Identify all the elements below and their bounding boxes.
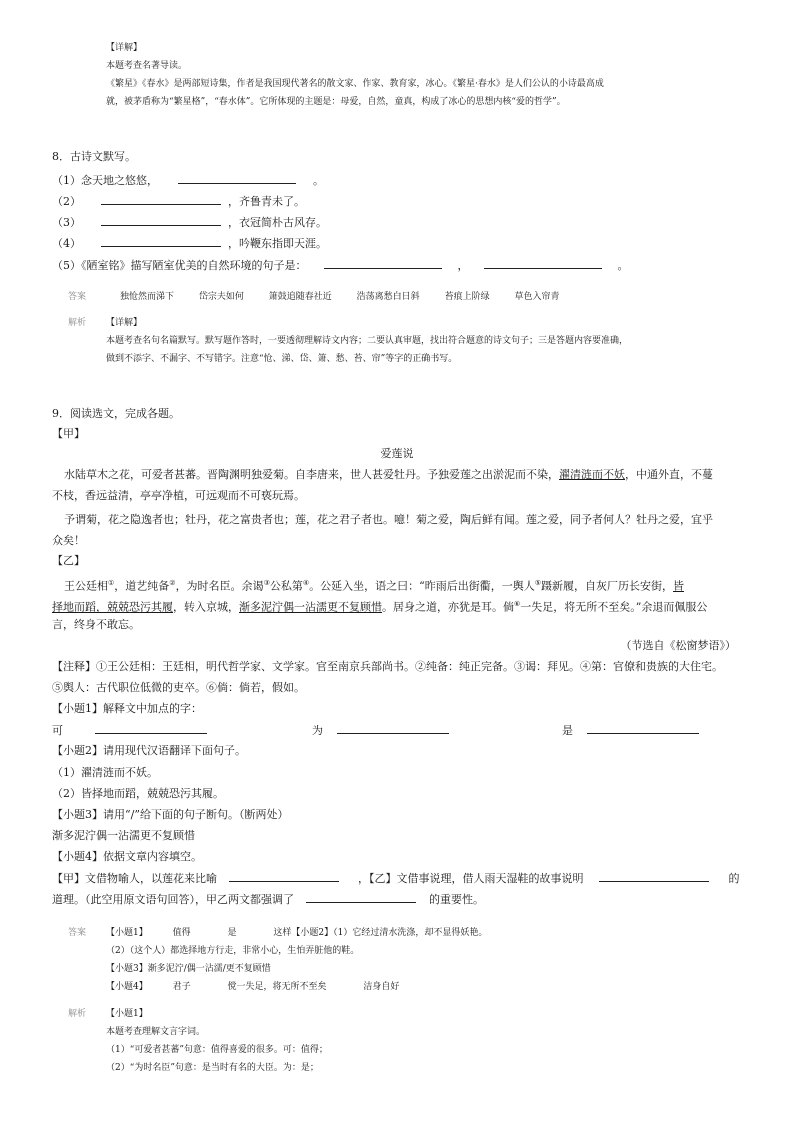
- q8-answer-6: 草色入帘青: [514, 292, 560, 302]
- sub-q4-blank-1[interactable]: [229, 869, 339, 882]
- q8-item-1: （1）念天地之悠悠， 。: [52, 171, 324, 190]
- q8-title: 8．古诗文默写。: [52, 150, 136, 163]
- essay-para-1-line-2: 不枝，香远益清，亭亭净植，可远观而不可亵玩焉。: [52, 489, 305, 502]
- q9-jia-tag: 【甲】: [52, 427, 85, 440]
- q8-item-4: （4） ，吟鞭东指即天涯。: [52, 234, 327, 253]
- sub-q4-line-1: 【甲】文借物喻人，以莲花来比喻 ，【乙】文借事说理，借人雨天湿鞋的故事说明 的: [52, 869, 740, 888]
- essay-para-2-line-2: 众矣！: [52, 534, 85, 547]
- q9-analysis-label: 解析: [68, 1009, 87, 1019]
- q9-answer-row-1: 【小题1】 值得 是 这样【小题2】（1）它经过清水洗涤，却不显得妖艳。: [106, 928, 488, 938]
- sub-q1-blank-shi[interactable]: [587, 721, 699, 734]
- sub-q1-blanks: 可 为 是: [52, 721, 703, 740]
- q8-analysis-label: 解析: [68, 318, 87, 328]
- sub-q2-item-1: （1）濯清涟而不妖。: [52, 766, 158, 779]
- sub-q1-blank-wei[interactable]: [337, 721, 449, 734]
- underlined-sentence-jie: 择地而蹈，兢兢恐污其履: [52, 600, 173, 614]
- yi-source: （节选自《松窗梦语》）: [620, 639, 736, 652]
- q9-answer-row-2: （2）（这个人）都选择地方行走，非常小心，生怕弄脏他的鞋。: [106, 946, 360, 956]
- q8-blank-1[interactable]: [178, 171, 296, 184]
- sub-q4-line-2: 道理。（此空用原文语句回答），甲乙两文都强调了 的重要性。: [52, 890, 484, 909]
- yi-para-line-3: 言，终身不敢忘。: [52, 618, 140, 631]
- q8-answer-3: 箫鼓追随春社近: [268, 292, 332, 302]
- underlined-sentence-jian: 渐多泥泞偶一沾濡更不复顾惜: [239, 600, 382, 614]
- q8-answers: [120, 289, 581, 306]
- top-detail-line-2: 《繁星》《春水》是两部短诗集，作者是我国现代著名的散文家、作家、教育家，冰心。《繁星·春水》是人们公认的小诗最高成: [106, 79, 604, 89]
- sub-q3-sentence: 渐多泥泞偶一沾濡更不复顾惜: [52, 829, 195, 842]
- q9-analysis-line-3: （2）“为时名臣”句意：是当时有名的大臣。为：是；: [106, 1063, 319, 1073]
- sub-q1-blank-ke[interactable]: [95, 721, 207, 734]
- q8-blank-6[interactable]: [484, 256, 602, 269]
- yi-para-line-1: 王公廷相①，道艺纯备②，为时名臣。余谒③公私第④。公延入坐，语之曰：“昨雨后出街衢，一舆人⑤蹑新履，自灰厂历长安街，皆: [64, 579, 685, 593]
- sub-q2-item-2: （2）皆择地而蹈，兢兢恐污其履。: [52, 787, 224, 800]
- q8-answer-1: 独怆然而涕下: [120, 292, 175, 302]
- sub-q4-blank-2[interactable]: [599, 869, 709, 882]
- yi-para-line-2: 择地而蹈，兢兢恐污其履，转入京城，渐多泥泞偶一沾濡更不复顾惜。居身之道，亦犹是耳。倘⑥一失足，将无所不至矣。”余退而佩服公: [52, 600, 708, 614]
- notes-line-1: 【注释】①王公廷相：王廷相，明代哲学家、文学家。官至南京兵部尚书。②纯备：纯正完备。③谒：拜见。④第：官僚和贵族的大住宅。: [52, 660, 723, 673]
- underlined-sentence-zhuo: 濯清涟而不妖: [559, 468, 625, 481]
- top-detail-line-3: 就，被茅盾称为“繁星格”，“春水体”。它所体现的主题是：母爱，自然，童真，构成了冰心的思想内核“爱的哲学”。: [106, 97, 566, 107]
- essay-para-2-line-1: 予谓菊，花之隐逸者也；牡丹，花之富贵者也；莲，花之君子者也。噫！菊之爱，陶后鲜有闻。莲之爱，同予者何人？牡丹之爱，宜乎: [64, 513, 713, 526]
- q9-analysis-tag: 【小题1】: [106, 1009, 148, 1019]
- q8-analysis-line-2: 做到不添字、不漏字、不写错字。注意“怆、涕、岱、箫、愁、苔、帘”等字的正确书写。: [106, 354, 458, 364]
- q8-item-5: （5）《陋室铭》描写陋室优美的自然环境的句子是： ， 。: [52, 256, 629, 275]
- sub-q1-title: 【小题1】解释文中加点的字：: [52, 702, 202, 715]
- q8-analysis-tag: 【详解】: [106, 318, 143, 328]
- notes-line-2: ⑤舆人：古代职位低微的吏卒。⑥倘：倘若，假如。: [52, 681, 305, 694]
- q8-answer-4: 浩荡离愁白日斜: [356, 292, 420, 302]
- q9-answer-label: 答案: [68, 928, 87, 938]
- q8-answer-2: 岱宗夫如何: [198, 292, 244, 302]
- q8-blank-2[interactable]: [101, 192, 221, 205]
- q8-answer-5: 苔痕上阶绿: [444, 292, 490, 302]
- sub-q3-title: 【小题3】请用“/”给下面的句子断句。（断两处）: [52, 808, 289, 821]
- q9-title: 9．阅读选文，完成各题。: [52, 407, 180, 420]
- q9-answer-row-3: 【小题3】渐多泥泞/偶一沾濡/更不复顾惜: [106, 964, 271, 974]
- q8-blank-4[interactable]: [101, 234, 221, 247]
- q8-blank-5[interactable]: [324, 256, 442, 269]
- q8-item-2: （2） ，齐鲁青未了。: [52, 192, 305, 211]
- q8-analysis-line-1: 本题考查名句名篇默写。默写题作答时，一要透彻理解诗文内容；二要认真审题，找出符合题意的诗文句子；三是答题内容要准确，: [106, 336, 629, 346]
- q8-blank-3[interactable]: [101, 213, 221, 226]
- sub-q4-title: 【小题4】依据文章内容填空。: [52, 850, 202, 863]
- q9-analysis-line-1: 本题考查理解文言字词。: [106, 1027, 206, 1037]
- top-detail-tag: 【详解】: [106, 43, 143, 53]
- sub-q4-blank-3[interactable]: [306, 890, 416, 903]
- q9-yi-tag: 【乙】: [52, 554, 85, 567]
- essay-para-1-line-1: 水陆草木之花，可爱者甚蕃。晋陶渊明独爱菊。自李唐来，世人甚爱牡丹。予独爱莲之出淤泥而不染，濯清涟而不妖，中通外直，不蔓: [64, 468, 713, 481]
- q9-answer-row-4: 【小题4】 君子 傥一失足，将无所不至矣 洁身自好: [106, 982, 400, 992]
- q8-answer-label: 答案: [68, 292, 87, 302]
- underlined-sentence-jie-start: 皆: [673, 579, 685, 593]
- q9-analysis-line-2: （1）“可爱者甚蕃”句意：值得喜爱的很多。可：值得；: [106, 1045, 328, 1055]
- top-detail-line-1: 本题考查名著导读。: [106, 61, 188, 71]
- q8-item-3: （3） ，衣冠简朴古风存。: [52, 213, 327, 232]
- essay-title: 爱莲说: [380, 447, 414, 460]
- sub-q2-title: 【小题2】请用现代汉语翻译下面句子。: [52, 744, 246, 757]
